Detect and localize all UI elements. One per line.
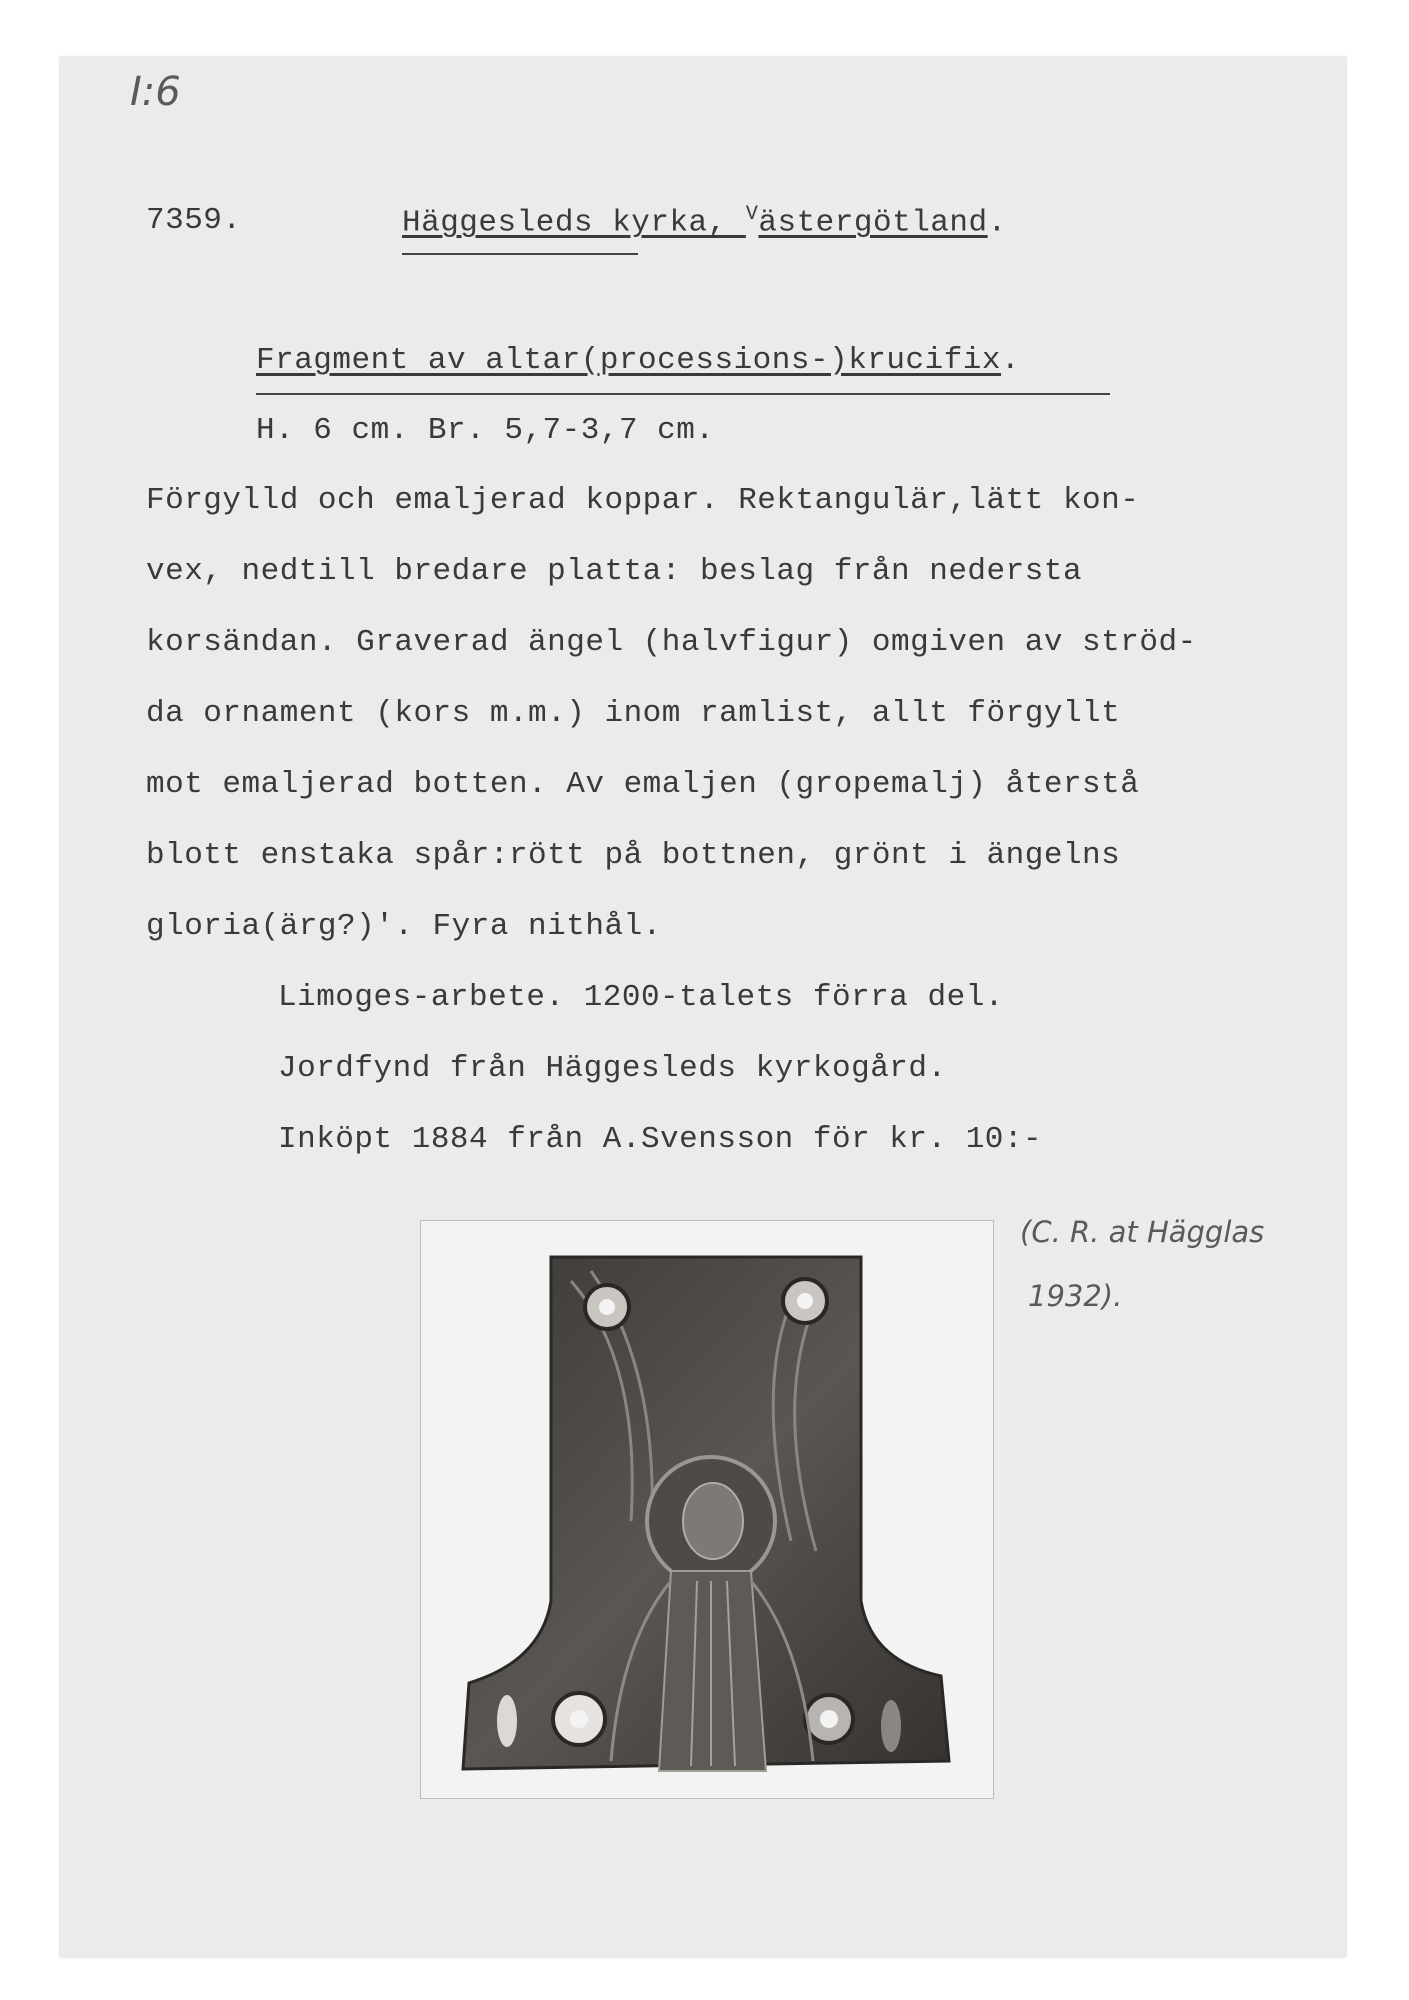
handwritten-note-line2: 1932).: [1028, 1279, 1123, 1313]
catalog-number: 7359.: [146, 203, 242, 238]
description-line: Förgylld och emaljerad koppar. Rektangulär,lätt kon-: [146, 483, 1140, 518]
title-rule: [256, 393, 1110, 395]
description-line: korsändan. Graverad ängel (halvfigur) omgiven av ströd-: [146, 625, 1197, 660]
description-line: blott enstaka spår:rött på bottnen, grönt i ängelns: [146, 838, 1121, 873]
note-line: Jordfynd från Häggesleds kyrkogård.: [278, 1051, 947, 1086]
description-line: mot emaljerad botten. Av emaljen (gropemalj) återstå: [146, 767, 1140, 802]
header-location: [402, 203, 1007, 240]
location-text: Häggesleds kyrka,: [402, 205, 746, 241]
note-line: Limoges-arbete. 1200-talets förra del.: [278, 980, 1004, 1015]
object-title-end: .: [1001, 343, 1021, 378]
handwritten-note-line1: (C. R. at Hägglas: [1020, 1215, 1265, 1249]
plaque-image: [421, 1221, 993, 1798]
object-photograph: [420, 1220, 994, 1799]
region-mark: V: [745, 203, 759, 226]
object-title: [256, 343, 1020, 378]
header-rule: [402, 253, 638, 255]
description-line: gloria(ärg?)'. Fyra nithål.: [146, 909, 662, 944]
object-title-text: Fragment av altar(processions-)krucifix: [256, 343, 1002, 378]
angel-face: [683, 1483, 743, 1559]
angel-body: [659, 1571, 766, 1771]
region-text: ästergötland: [758, 205, 988, 241]
region-end: .: [987, 205, 1007, 241]
corner-mark: I:6: [130, 69, 181, 115]
note-line: Inköpt 1884 från A.Svensson för kr. 10:-: [278, 1122, 1043, 1157]
description-line: da ornament (kors m.m.) inom ramlist, allt förgyllt: [146, 696, 1121, 731]
description-line: vex, nedtill bredare platta: beslag från nedersta: [146, 554, 1083, 589]
dimensions: H. 6 cm. Br. 5,7-3,7 cm.: [256, 413, 715, 448]
